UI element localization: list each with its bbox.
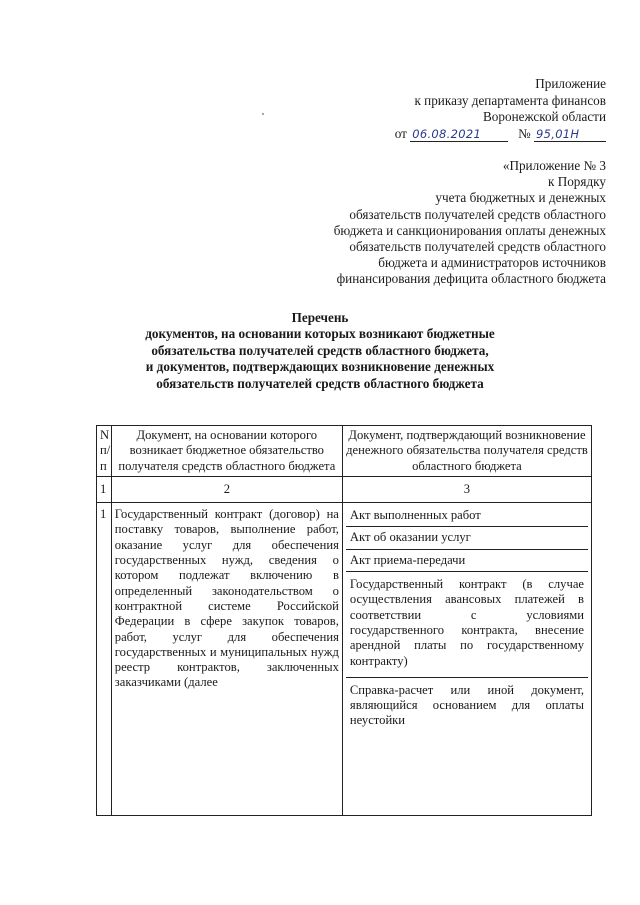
confirming-document-item: Акт выполненных работ [346, 505, 588, 527]
title-line: и документов, подтверждающих возникновение денежных [145, 359, 495, 375]
number-prefix: № [518, 125, 531, 141]
approval-line-3: Воронежской области [483, 109, 606, 124]
appendix-reference-block [334, 158, 606, 288]
header-number: N п/п [97, 426, 112, 477]
table-column-numbers-row [97, 476, 592, 502]
handwritten-date: 06.08.2021 [412, 126, 482, 141]
documents-table [96, 425, 592, 816]
approval-line-2: к приказу департамента финансов [414, 92, 606, 108]
approval-line-1: Приложение [535, 76, 606, 91]
title-line: обязательства получателей средств областного бюджета, [151, 342, 489, 358]
row-number: 1 [97, 503, 112, 816]
order-date-number-line [395, 126, 606, 143]
column-number-1: 1 [97, 476, 112, 502]
handwritten-number: 95,01Н [536, 126, 580, 141]
appendix-line: бюджета и администраторов источников [378, 255, 606, 271]
confirming-document-item: Справка-расчет или иной документ, являющийся основанием для оплаты неустойки [349, 682, 584, 728]
table-header-row [97, 426, 592, 477]
column-number-2: 2 [111, 476, 342, 502]
appendix-line: бюджета и санкционирования оплаты денежных [333, 222, 606, 238]
appendix-line: обязательств получателей средств областного [349, 206, 606, 222]
appendix-line: финансирования дефицита областного бюджета [336, 271, 606, 287]
basis-document-cell [111, 503, 342, 816]
header-basis-document: Документ, на основании которого возникает бюджетное обязательство получателя средств областного бюджета [111, 426, 342, 477]
approval-block [395, 76, 606, 142]
confirming-documents-cell [342, 503, 591, 816]
header-confirming-document: Документ, подтверждающий возникновение денежного обязательства получателя средств областного бюджета [342, 426, 591, 477]
appendix-line: учета бюджетных и денежных [435, 190, 606, 206]
appendix-line: обязательств получателей средств областного [349, 239, 606, 255]
appendix-line: к Порядку [547, 174, 606, 190]
title-line: обязательств получателей средств областного бюджета [156, 375, 484, 391]
table-row [97, 503, 592, 816]
column-number-3: 3 [342, 476, 591, 502]
title-line: Перечень [291, 310, 349, 325]
date-field [410, 127, 508, 142]
appendix-line: «Приложение № 3 [502, 158, 606, 173]
scan-speck [262, 113, 264, 115]
date-prefix: от [394, 125, 407, 141]
confirming-document-item: Государственный контракт (в случае осуществления авансовых платежей в соответствии с условиями государственного контракта, внесение арендной платы по государственному контракту) [346, 572, 588, 678]
confirming-document-item: Акт приема-передачи [346, 550, 588, 572]
basis-document-text: Государственный контракт (договор) на поставку товаров, выполнение работ, оказание услуг для обеспечения государственных нужд, сведения о котором подлежат включению в определенный законодательством о контрактной системе Российской Федерации в сфере закупок товаров, работ, услуг для обеспечения государственных и муниципальных нужд реестр контрактов, заключенных заказчиками (далее [114, 507, 339, 690]
confirming-document-item: Акт об оказании услуг [346, 527, 588, 549]
title-line: документов, на основании которых возникают бюджетные [145, 326, 495, 342]
number-field [534, 127, 606, 142]
document-title [50, 310, 590, 392]
